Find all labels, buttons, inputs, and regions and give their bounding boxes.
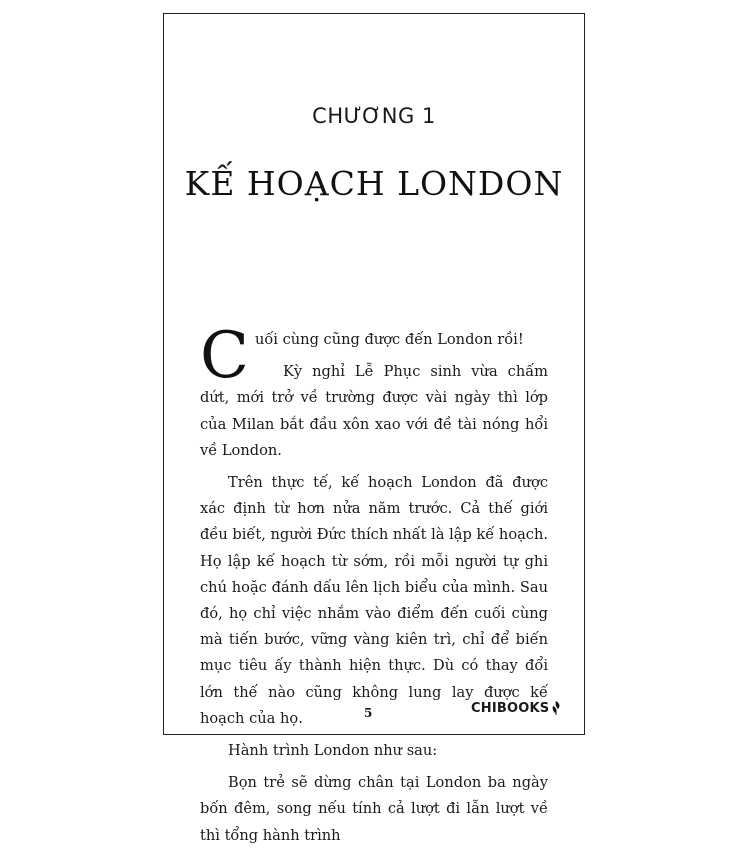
book-page: [163, 13, 585, 844]
chapter-title: KẾ HOẠCH LONDON: [184, 164, 564, 203]
chapter-label: CHƯƠNG 1: [312, 104, 436, 128]
chapter-body: [200, 319, 549, 855]
paragraph-5: Bọn trẻ sẽ dừng chân tại London ba ngày bốn đêm, song nếu tính cả lượt đi lẫn lượt về thì tổng hành trình: [200, 774, 548, 844]
leaf-logo-icon: [550, 700, 562, 716]
page-number: 5: [364, 706, 373, 720]
publisher-logo: [471, 700, 562, 716]
paragraph-1-text: uối cùng cũng được đến London rồi!: [254, 331, 524, 348]
publisher-name: CHIBOOKS: [471, 700, 550, 716]
paragraph-1: [200, 319, 548, 393]
drop-cap: C: [200, 319, 249, 393]
paragraph-4: Hành trình London như sau:: [228, 742, 438, 760]
paragraph-3: Trên thực tế, kế hoạch London đã được xác định từ hơn nửa năm trước. Cả thế giới đều biết, người Đức thích nhất là lập kế hoạch. Họ lập kế hoạch từ sớm, rồi mỗi người tự ghi chú hoặc đánh dấu lên lịch biểu của mình. Sau đó, họ chỉ việc nhắm vào điểm đến cuối cùng mà tiến bước, vững vàng kiên trì, chỉ để biến mục tiêu ấy thành hiện thực. Dù có thay đổi lớn thế nào cũng không lung lay được kế hoạch của họ.: [200, 474, 549, 727]
paragraph-2: Kỳ nghỉ Lễ Phục sinh vừa chấm dứt, mới trở về trường được vài ngày thì lớp của Milan bắt đầu xôn xao với đề tài nóng hổi về London.: [200, 363, 548, 459]
